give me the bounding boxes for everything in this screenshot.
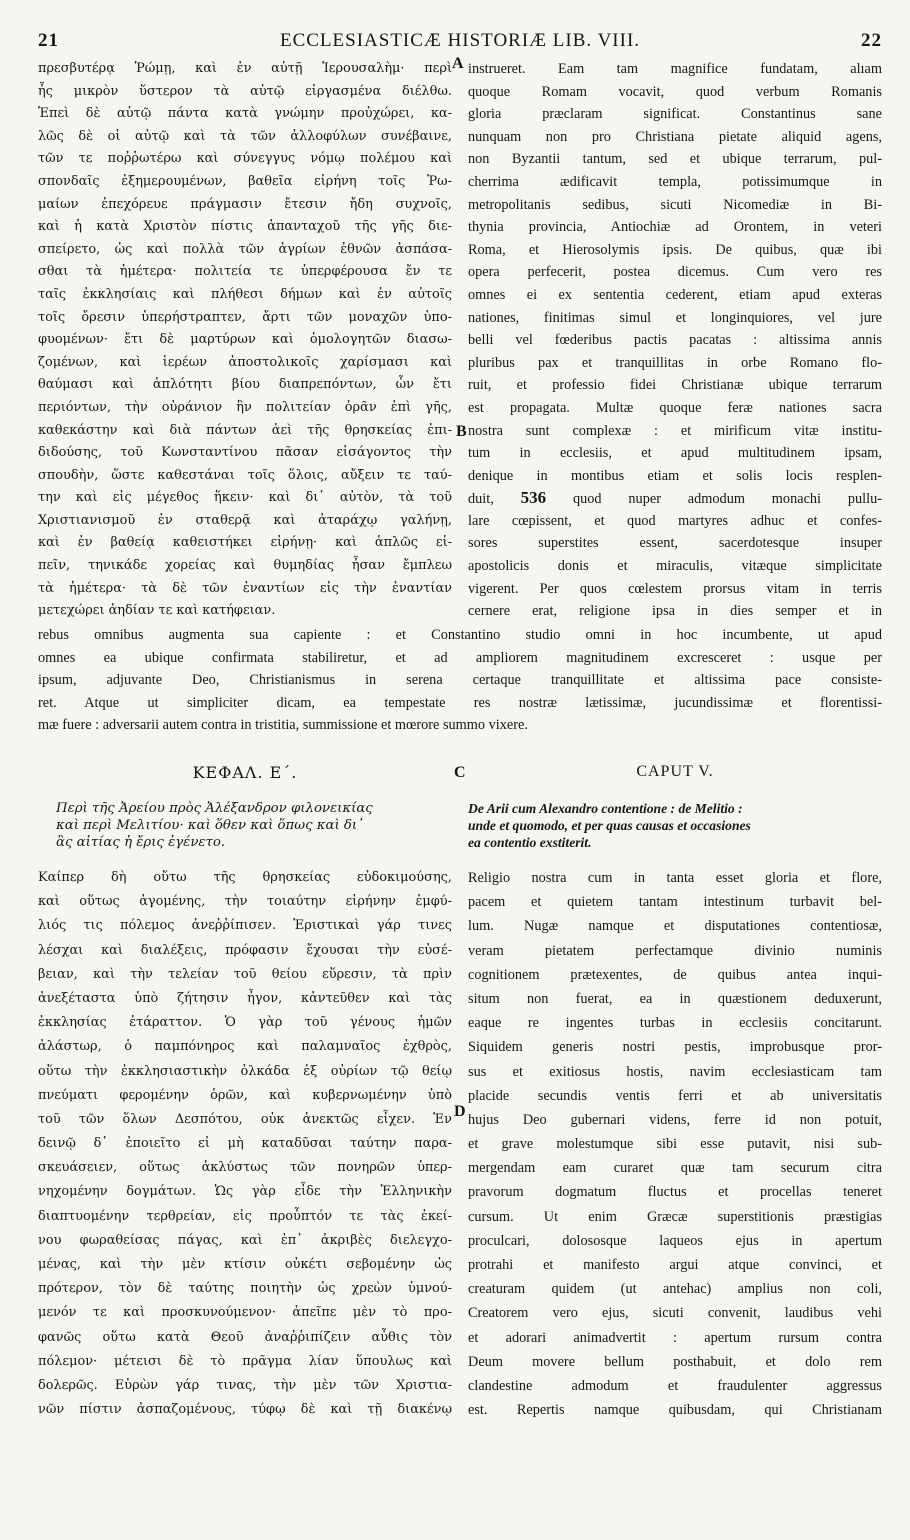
latin-text-line: sores superstites essent, sacerdotesque insuper <box>468 535 882 552</box>
summary-line: ea contentio exstiterit. <box>468 835 592 850</box>
latin-text-fragment: duit, <box>468 491 521 508</box>
chapter-summary-latin <box>468 800 882 851</box>
latin-text-line: eaque re ingentes turbas in ecclesiis concitarunt. <box>468 1015 882 1032</box>
greek-text-line: καὶ ἐν βαθείᾳ καθειστήκει εἰρήνῃ· καὶ ἁπλῶς εἰ- <box>38 535 452 551</box>
full-width-paragraph <box>38 624 882 737</box>
full-width-line: ipsum, adjuvante Deo, Christianismus in serena certaque tranquillitate et altissima pace consiste- <box>38 672 882 689</box>
latin-text-line: est propagata. Multæ quoque feræ nationes sacra <box>468 399 882 416</box>
greek-text-line: πρότερον, τὸν δὲ ταύτης ποιητὴν ὡς χρεὼν ὑμνού- <box>38 1281 452 1297</box>
greek-text-line: τοῦ τῶν ὅλων Δεσπότου, οὐκ ἀνεκτῶς εἶχεν. Ἐν <box>38 1111 452 1127</box>
latin-text-line: Religio nostra cum in tanta esset gloria et flore, <box>468 870 882 886</box>
greek-text-line: ταῖς ἐκκλησίαις καὶ πλήθεσι δήμων καὶ ἐν αὐτοῖς <box>38 286 452 302</box>
latin-column-top <box>468 58 882 623</box>
latin-text-line: hujus Deo gubernari videns, ferre id non potuit, <box>468 1111 882 1128</box>
latin-text-line: denique in montibus etiam et solis locis resplen- <box>468 467 882 484</box>
greek-text-line: νῶν πίστιν ἀσπαζομένους, τύφῳ δὲ καὶ τῇ διακένῳ <box>38 1402 452 1418</box>
latin-text-line: quoque Romam vocavit, quod verbum Romanis <box>468 83 882 100</box>
latin-text-line: mergendam eam curaret quæ tam securum citra <box>468 1160 882 1177</box>
latin-text-line: opera perfecerit, postea dicemus. Cum vero res <box>468 264 882 281</box>
summary-line: unde et quomodo, et per quas causas et occasiones <box>468 818 751 833</box>
greek-text-line: διαπτυομένην τερθρείαν, εἰς προὖπτόν τε τὰς ἐκεί- <box>38 1208 452 1224</box>
latin-text-line: cherrima ædificavit templa, potissimumque in <box>468 173 882 190</box>
latin-text-line: sus et exitiosus hostis, navim ecclesiasticam tam <box>468 1063 882 1080</box>
full-width-line: ret. Atque ut simpliciter dicam, ea tempestate res nostræ lætissimæ, jucundissimæ et florentissi- <box>38 694 882 711</box>
latin-text-line: vigerent. Per quos cœlestem prorsus vitam in terris <box>468 580 882 597</box>
latin-text-line: gloria præclaram significat. Constantinus sane <box>468 106 882 123</box>
full-width-line: omnes ea ubique confirmata stabiliretur, et ad ampliorem magnitudinem excresceret : usque per <box>38 649 882 666</box>
latin-text-line: metropolitanis sedibus, sicuti Nicomediæ in Bi- <box>468 196 882 213</box>
greek-text-line: λέσχαι καὶ διαλέξεις, πρόφασιν ἔχουσαι τὴν εὐσέ- <box>38 942 452 958</box>
margin-letter-c: C <box>454 764 466 781</box>
latin-text-line: pacem et quietem tantam intestinum turbavit bel- <box>468 894 882 911</box>
greek-text-line: φυομένων· ἔτι δὲ μαρτύρων καὶ ὁμολογητῶν διασω- <box>38 332 452 348</box>
greek-text-line: μετεχώρει ἀηδίαν τε καὶ κατήφειαν. <box>38 603 276 619</box>
greek-text-line: την καὶ εἰς μέγεθος ἥκειν· καὶ δι᾽ αὐτὸν, τὰ τοῦ <box>38 490 452 506</box>
latin-text-line: non Byzantii tantum, sed et ubique terrarum, pul- <box>468 151 882 168</box>
latin-text-line: Roma, et Hierosolymis ipsis. De quibus, quæ ibi <box>468 241 882 258</box>
greek-text-line: τοῖς ὄρεσιν ὑπερήστραπτεν, ἄρτι τῶν μοναχῶν ὑπο- <box>38 309 452 325</box>
latin-text-line: instrueret. Eam tam magnifice fundatam, alıam <box>468 61 882 77</box>
latin-text-line: et adorari animadvertit : apertum rursum contra <box>468 1329 882 1346</box>
greek-text-line: πόλεμον· μέτεισι δὲ τὸ πρᾶγμα λίαν ὕπουλως καὶ <box>38 1353 452 1369</box>
greek-text-line: δεινῷ δ᾽ ἐποιεῖτο εἰ μὴ καταδῦσαι ταύτην παρα- <box>38 1136 452 1152</box>
greek-text-line: ἐκκλησίας ἐτάραττον. Ὁ γὰρ τοῦ γένους ἡμῶν <box>38 1015 452 1031</box>
latin-text-line: cursum. Ut enim Græcæ superstitionis præstigias <box>468 1208 882 1225</box>
latin-text-line: protrahi et manifesto argui atque convinci, et <box>468 1257 882 1273</box>
latin-text-line: nostra sunt complexæ : et mirificum vitæ institu- <box>468 422 882 439</box>
latin-text-line: placide secundis ventis ferri et ab universitatis <box>468 1087 882 1104</box>
greek-text-line: οὕτω τὴν ἐκκλησιαστικὴν ὁλκάδα ἐξ οὐρίων τῷ θείῳ <box>38 1063 452 1079</box>
greek-text-line: μενόν τε καὶ προσκυνούμενον· ἀπεῖπε μὲν τὸ προ- <box>38 1305 452 1321</box>
latin-text-line: tum in ecclesiis, et apud multitudinem ipsam, <box>468 445 882 462</box>
latin-text-fragment: quod nuper admodum monachi pullu- <box>546 491 882 508</box>
latin-text-line: cernere erat, religione ipsa in dies semper et in <box>468 603 882 620</box>
margin-letter-d: D <box>454 1103 466 1120</box>
greek-text-line: λῶς δὲ οἱ αὐτῷ καὶ τὰ τῶν ἀλλοφύλων συνέβαινε, <box>38 128 452 144</box>
running-head <box>38 30 882 58</box>
latin-text-line: et grave molestumque sibi esse putavit, nisi sub- <box>468 1136 882 1153</box>
greek-text-line: Χριστιανισμοῦ ἐν σταθερᾷ καὶ ἀταράχῳ γαλήνῃ, <box>38 512 452 528</box>
greek-column-top <box>38 58 452 623</box>
chapter-summary-greek <box>56 800 436 851</box>
latin-text-line: pluribus pax et tranquillitas in orbe Romano flo- <box>468 354 882 371</box>
latin-text-line: lare cœpissent, et quod martyres adhuc et confes- <box>468 512 882 529</box>
full-width-line: mæ fuere : adversarii autem contra in tristitia, summissione et mœrore summo vixere. <box>38 717 528 734</box>
page-number-left: 21 <box>38 30 59 51</box>
greek-text-line: νηχομένην δογμάτων. Ὡς γὰρ εἶδε τὴν Ἑλληνικὴν <box>38 1184 452 1200</box>
greek-text-line: περιόντων, τὴν οὐράνιον ἣν πολιτείαν ὁρᾶν ἐπὶ γῆς, <box>38 399 452 415</box>
latin-text-line: clandestine admodum et fraudulenter aggressus <box>468 1377 882 1394</box>
latin-text-line: veram pietatem perfectamque divinio numinis <box>468 942 882 959</box>
greek-text-line: ζομένων, καὶ ἱερέων ἀποστολικοῖς χαρίσμασι καὶ <box>38 354 452 370</box>
greek-text-line: ἀνεξέταστα ὑπὸ ζήτησιν ἦγον, κἀντεῦθεν καὶ τὰς <box>38 990 452 1006</box>
summary-line: ἃς αἰτίας ἡ ἔρις ἐγένετο. <box>56 835 226 850</box>
chapter-heading-greek: ΚΕΦΑΛ. Ε΄. <box>192 763 298 782</box>
greek-column-chapter <box>38 866 452 1422</box>
greek-text-line: τῶν τε ποῤῥωτέρω καὶ σύνεγγυς νόμῳ πολέμου καὶ <box>38 151 452 167</box>
greek-text-line: καὶ ἡ κατὰ Χριστὸν πίστις ἁπανταχοῦ τῆς γῆς διε- <box>38 219 452 235</box>
greek-text-line: φανῶς οὕτω κατὰ Θεοῦ ἀναῤῥιπίζειν αὖθις τὸν <box>38 1329 452 1345</box>
page-number-right: 22 <box>861 30 882 51</box>
latin-text-line: est. Repertis namque quibusdam, qui Christianam <box>468 1402 882 1419</box>
greek-text-line: βειαν, καὶ τὴν τελείαν τοῦ θείου εὕρεσιν, τὰ πρὶν <box>38 966 452 982</box>
latin-text-line: situm non fuerat, ea in quæstionem deduxerunt, <box>468 990 882 1007</box>
latin-text-line: ruit, et professio fidei Christianæ ubique terrarum <box>468 377 882 394</box>
latin-text-line: nationes, finitimas simul et longinquiores, vel jure <box>468 309 882 326</box>
greek-text-line: καθεκάστην καὶ διὰ πάντων ἀεὶ τῆς θρησκείας ἐπι- <box>38 422 452 438</box>
page-marker: 536 <box>520 488 547 508</box>
greek-text-line: λιός τις πόλεμος ἀνεῤῥίπισεν. Ἐριστικαὶ γάρ τινες <box>38 918 452 934</box>
summary-line: Περὶ τῆς Ἀρείου πρὸς Ἀλέξανδρον φιλονεικίας <box>56 801 373 816</box>
greek-text-line: σπείρετο, ὡς καὶ πολλὰ τῶν ἀγρίων ἐθνῶν ἀσπάσα- <box>38 241 452 257</box>
latin-text-line: lum. Nugæ namque et disputationes contentiosæ, <box>468 918 882 935</box>
greek-text-line: σπουδὴν, ὥστε καθεστάναι τοῖς ὅλοις, αὔξειν τε ταύ- <box>38 467 452 483</box>
latin-text-line: pravorum dogmatum fluctus et procellas teneret <box>468 1184 882 1201</box>
latin-column-chapter <box>468 866 882 1422</box>
greek-text-line: Καίπερ δὴ οὕτω τῆς θρησκείας εὐδοκιμούσης, <box>38 870 452 885</box>
full-width-line: rebus omnibus augmenta sua capiente : et Constantino studio omni in hoc incumbente, ut apud <box>38 627 882 643</box>
greek-text-line: σπονδαῖς ἐξημερουμένων, βαθεῖα εἰρήνη τοῖς Ῥω- <box>38 173 452 189</box>
latin-text-line: Creatorem vero ejus, sicuti convenit, laudibus vehi <box>468 1305 882 1322</box>
latin-text-line: Deum movere bellum posthabuit, et dolo rem <box>468 1353 882 1370</box>
latin-text-line: apostolicis donis et miraculis, vitæque simplicitate <box>468 558 882 575</box>
running-title: ECCLESIASTICÆ HISTORIÆ LIB. VIII. <box>279 30 641 51</box>
margin-letter-a: A <box>452 55 464 72</box>
latin-text-line: creaturam quidem (ut antehac) amplius non coli, <box>468 1281 882 1298</box>
latin-text-line: Siquidem generis nostri pestis, improbusque pror- <box>468 1039 882 1056</box>
greek-text-line: καὶ οὕτως ἀγομένης, τὴν τοιαύτην εἰρήνην ἐμφύ- <box>38 894 452 910</box>
greek-text-line: πνεύματι φερομένην ὁρῶν, καὶ κυβερνωμένην ὑπὸ <box>38 1087 452 1103</box>
greek-text-line: σθαι τὰ ἡμέτερα· πολιτεία τε ὑπερφέρουσα ἔν τε <box>38 264 452 280</box>
greek-text-line: ἀλάστωρ, ὁ παμπόνηρος καὶ παλαμναῖος ἐχθρὸς, <box>38 1039 452 1055</box>
latin-text-line: thynia provincia, Antiochiæ ad Orontem, in veteri <box>468 219 882 236</box>
greek-text-line: μαίων ἐπεχόρευε πράγμασιν ἔτεσιν ἤδη συχνοῖς, <box>38 196 452 212</box>
latin-text-line <box>468 487 882 510</box>
latin-text-line: belli vel fœderibus pactis pacatas : altissima annis <box>468 332 882 349</box>
latin-text-line: omnes ei ex sententia cederent, etiam apud exteras <box>468 286 882 303</box>
greek-text-line: θαύμασι καὶ ἁπλότητι βίου διαπρεπόντων, ὧν ἔτι <box>38 377 452 393</box>
latin-text-line: nunquam non pro Christiana pietate aliquid agens, <box>468 128 882 145</box>
greek-text-line: πεῖν, τηνικάδε χορείας καὶ θυμηδίας ἦσαν ἔμπλεω <box>38 558 452 574</box>
greek-text-line: δολερῶς. Εὑρὼν γάρ τινας, τὴν μὲν τῶν Χριστια- <box>38 1377 452 1393</box>
margin-letter-b: B <box>456 423 467 440</box>
summary-line: De Arii cum Alexandro contentione : de Melitio : <box>468 801 743 816</box>
greek-text-line: πρεσβυτέρᾳ Ῥώμῃ, καὶ ἐν αὐτῇ Ἱερουσαλὴμ· περὶ <box>38 61 452 76</box>
chapter-heading-latin: CAPUT V. <box>636 763 714 780</box>
greek-text-line: τὰ ἡμέτερα· τὰ δὲ τῶν ἐναντίων εἰς τὴν ἐναντίαν <box>38 580 452 596</box>
greek-text-line: διδούσης, τοῦ Κωνσταντίνου πᾶσαν εἰσάγοντος τὴν <box>38 445 452 461</box>
greek-text-line: νου φωραθείσας πάγας, καὶ ἐπ᾽ ἀκριβὲς διελεγχο- <box>38 1232 452 1248</box>
greek-text-line: Ἐπεὶ δὲ αὐτῷ πάντα κατὰ γνώμην προὐχώρει, κα- <box>38 106 452 122</box>
greek-text-line: σκευάσειεν, οὕτως ἀκλύστως τῶν πονηρῶν ὑπερ- <box>38 1160 452 1176</box>
latin-text-line: cognitionem prætexentes, de quibus antea inqui- <box>468 966 882 983</box>
greek-text-line: ἧς μικρὸν ὕστερον τὰ αὐτῷ εἰργασμένα διέλθω. <box>38 83 452 99</box>
latin-text-line: proculcari, dolososque laqueos ejus in apertum <box>468 1232 882 1249</box>
summary-line: καὶ περὶ Μελιτίου· καὶ ὅθεν καὶ ὅπως καὶ δι᾽ <box>56 818 364 833</box>
greek-text-line: μένας, καὶ τὴν μὲν κτίσιν οὐκέτι σεβομένην ὡς <box>38 1257 452 1272</box>
